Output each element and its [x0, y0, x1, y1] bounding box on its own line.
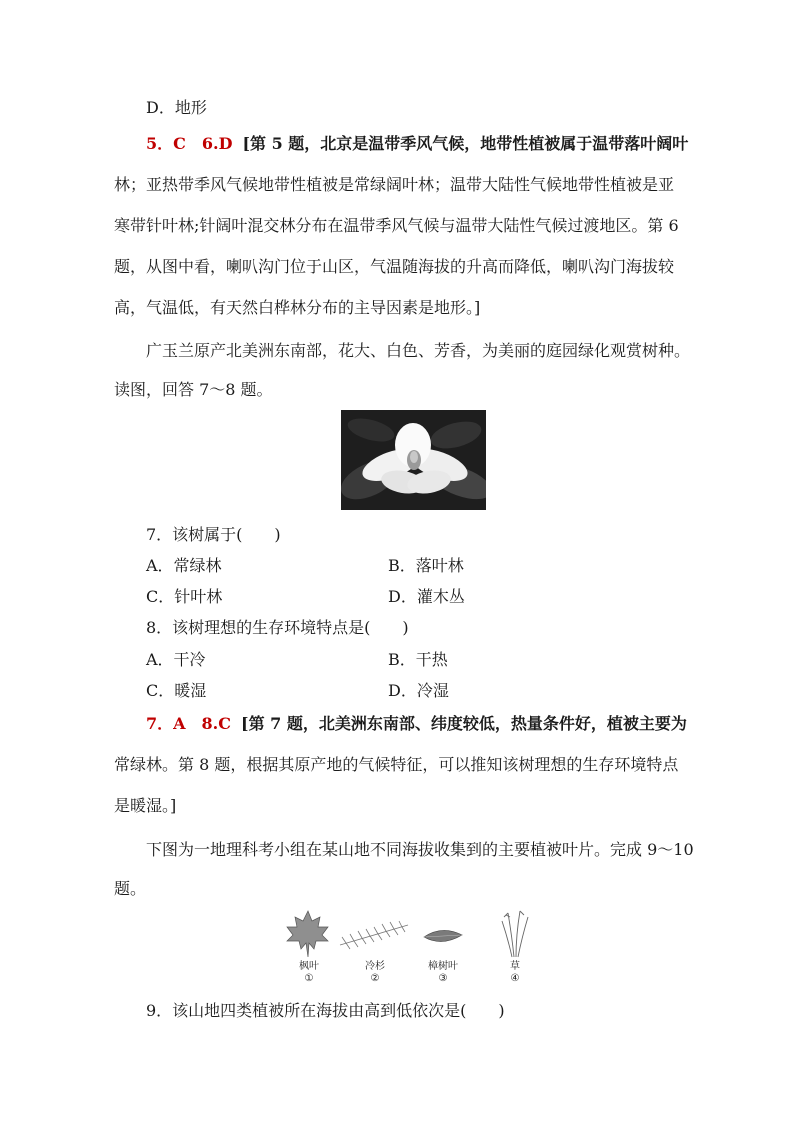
leaf-caption-camphor: [418, 961, 468, 985]
intro-leaves-line1: 下图为一地理科考小组在某山地不同海拔收集到的主要植被叶片。完成 9～10: [146, 840, 694, 859]
leaf-name-fir: 冷杉: [365, 961, 385, 972]
maple-leaf-icon: [287, 911, 328, 957]
question-7-option-a: A．常绿林: [146, 556, 222, 575]
question-8-option-d: D．冷湿: [388, 681, 449, 700]
leaf-caption-fir: [350, 961, 400, 985]
leaf-num-grass: ④: [510, 973, 520, 984]
answer-5-6: 5．C 6.D: [146, 134, 233, 153]
leaf-name-grass: 草: [510, 961, 520, 972]
question-8-stem: 8．该树理想的生存环境特点是( ): [146, 618, 409, 637]
leaf-figure: [282, 907, 532, 987]
explanation-7-8-line3: 是暖湿。]: [114, 796, 177, 815]
leaf-num-maple: ①: [304, 973, 314, 984]
question-8-option-a: A．干冷: [146, 650, 206, 669]
question-7-option-d: D．灌木丛: [388, 587, 465, 606]
leaf-num-camphor: ③: [438, 973, 448, 984]
camphor-leaf-icon: [424, 930, 462, 941]
leaf-illustrations: [282, 907, 532, 959]
explanation-5-6-line4: 题，从图中看，喇叭沟门位于山区，气温随海拔的升高而降低，喇叭沟门海拔较: [114, 257, 675, 276]
leaf-name-maple: 枫叶: [299, 961, 319, 972]
question-7-stem: 7．该树属于( ): [146, 525, 281, 544]
explanation-5-6-line1: [第 5 题，北京是温带季风气候，地带性植被属于温带落叶阔叶: [242, 134, 689, 153]
explanation-7-8-line1: [第 7 题，北美洲东南部、纬度较低，热量条件好，植被主要为: [241, 714, 687, 733]
option-d-landform: D．地形: [146, 98, 207, 117]
question-8-option-b: B．干热: [388, 650, 448, 669]
explanation-5-6-line5: 高，气温低，有天然白桦林分布的主导因素是地形。]: [114, 298, 481, 317]
question-8-option-c: C．暖湿: [146, 681, 207, 700]
fir-branch-icon: [340, 921, 408, 949]
explanation-5-6-line3: 寒带针叶林;针阔叶混交林分布在温带季风气候与温带大陆性气候过渡地区。第 6: [114, 216, 679, 235]
question-9-stem: 9．该山地四类植被所在海拔由高到低依次是( ): [146, 1001, 505, 1020]
intro-leaves-line2: 题。: [114, 879, 147, 898]
leaf-caption-maple: [284, 961, 334, 985]
leaf-name-camphor: 樟树叶: [428, 961, 458, 972]
question-7-option-c: C．针叶林: [146, 587, 223, 606]
explanation-7-8-line2: 常绿林。第 8 题，根据其原产地的气候特征，可以推知该树理想的生存环境特点: [114, 755, 679, 774]
answer-5-6-line: [146, 134, 688, 154]
magnolia-flower-image: [341, 410, 486, 510]
leaf-caption-grass: [490, 961, 540, 985]
explanation-5-6-line2: 林；亚热带季风气候地带性植被是常绿阔叶林；温带大陆性气候地带性植被是亚: [114, 175, 675, 194]
magnolia-flower-photo: [341, 410, 486, 510]
intro-magnolia-line1: 广玉兰原产北美洲东南部，花大、白色、芳香，为美丽的庭园绿化观赏树种。: [146, 341, 691, 360]
intro-magnolia-line2: 读图，回答 7～8 题。: [114, 380, 273, 399]
answer-7-8: 7．A 8.C: [146, 714, 231, 733]
leaf-num-fir: ②: [370, 973, 380, 984]
answer-7-8-line: [146, 714, 687, 734]
grass-icon: [502, 911, 528, 957]
question-7-option-b: B．落叶林: [388, 556, 464, 575]
